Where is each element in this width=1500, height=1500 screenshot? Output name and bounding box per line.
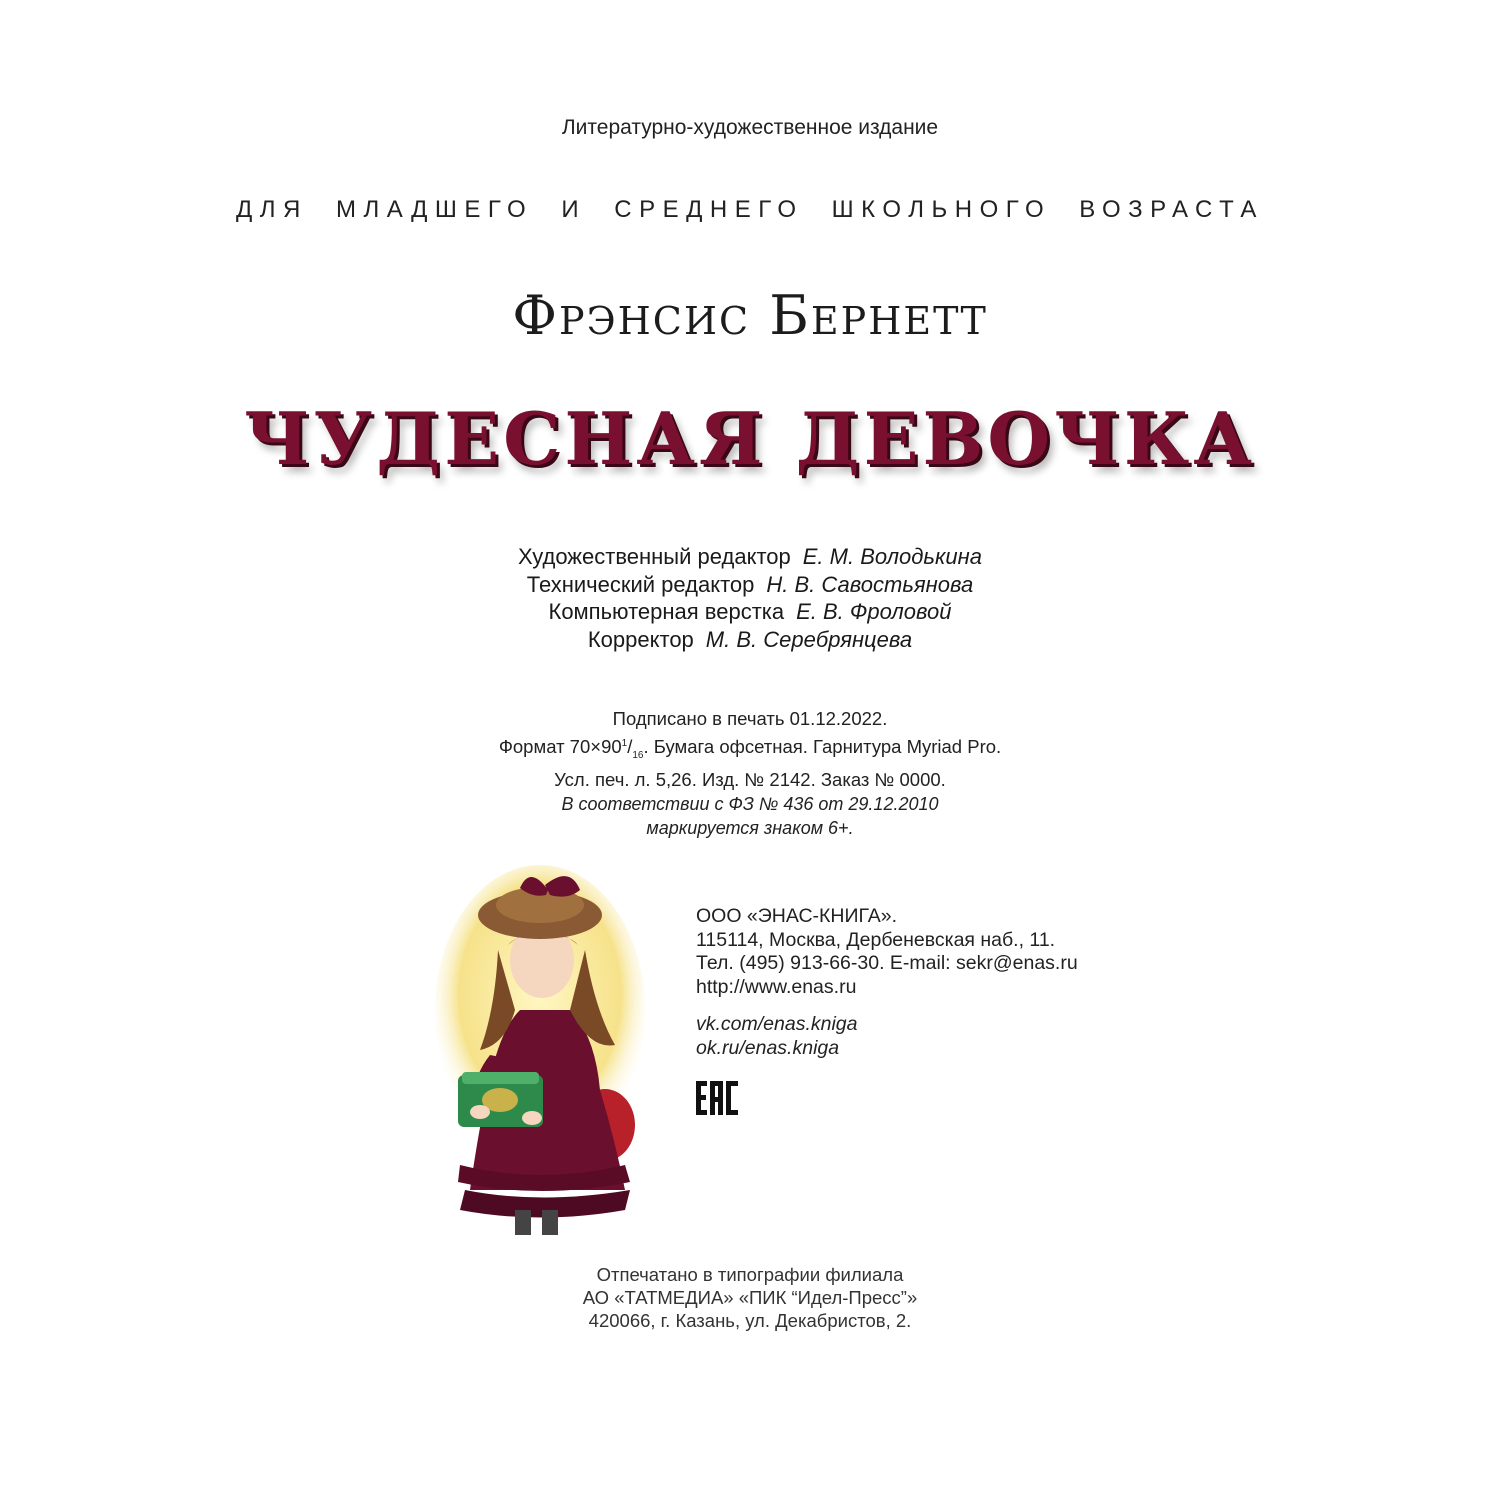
sheets-line: Усл. печ. л. 5,26. Изд. № 2142. Заказ № 0000. xyxy=(554,768,946,790)
spacer xyxy=(696,999,1216,1013)
credit-tech-editor xyxy=(0,571,1500,599)
format-denominator: 16 xyxy=(632,749,644,761)
printer-line-2: АО «ТАТМЕДИА» «ПИК “Идел-Пресс”» xyxy=(582,1287,918,1308)
publisher-contacts: Тел. (495) 913-66-30. E-mail: sekr@enas.ru xyxy=(696,952,1078,974)
credit-person: Н. В. Савостьянова xyxy=(766,571,974,597)
publisher-block xyxy=(696,905,1216,1060)
publisher-name: ООО «ЭНАС-КНИГА». xyxy=(696,905,897,927)
law-line-1: В соответствии с ФЗ № 436 от 29.12.2010 xyxy=(561,794,939,814)
printer-info xyxy=(0,1263,1500,1332)
credit-role: Корректор xyxy=(587,626,694,652)
eac-mark-icon xyxy=(695,1080,739,1116)
format-rest: . Бумага офсетная. Гарнитура Myriad Pro. xyxy=(643,735,1002,757)
credit-role: Художественный редактор xyxy=(518,544,791,569)
publisher-address: 115114, Москва, Дербеневская наб., 11. xyxy=(696,928,1056,951)
credits-block xyxy=(0,543,1500,653)
author-name: Фрэнсис Бернетт xyxy=(512,284,988,347)
printer-line-1: Отпечатано в типографии филиала xyxy=(596,1264,904,1285)
law-notice xyxy=(0,792,1500,840)
credit-person: Е. М. Володькина xyxy=(802,544,982,569)
print-info-block xyxy=(0,707,1500,792)
format-numerator: 1 xyxy=(621,737,628,749)
publisher-vk-link[interactable]: vk.com/enas.kniga xyxy=(696,1013,858,1035)
format-line: Формат $70\times 90^1/_{16}$. Бумага офсетная. Гарнитура Myriad Pro. xyxy=(498,735,1002,761)
credit-layout xyxy=(0,598,1500,626)
edition-type: Литературно-художественное издание xyxy=(561,116,939,139)
credit-person: М. В. Серебрянцева xyxy=(705,626,913,652)
credit-role: Технический редактор xyxy=(526,571,755,597)
credit-role: Компьютерная верстка xyxy=(548,599,785,624)
printer-line-3: 420066, г. Казань, ул. Декабристов, 2. xyxy=(588,1310,912,1331)
age-group: ДЛЯ МЛАДШЕГО И СРЕДНЕГО ШКОЛЬНОГО ВОЗРАСТА xyxy=(236,196,1264,223)
book-title: ЧУДЕСНАЯ ДЕВОЧКА xyxy=(244,396,1256,481)
law-line-2: маркируется знаком 6+. xyxy=(646,818,854,838)
signed-date: Подписано в печать 01.12.2022. xyxy=(612,708,888,729)
format-prefix: Формат 70×90 xyxy=(498,735,622,757)
credit-person: Е. В. Фроловой xyxy=(796,599,952,624)
publisher-ok-link[interactable]: ok.ru/enas.kniga xyxy=(696,1036,840,1059)
credit-art-editor xyxy=(0,543,1500,571)
publisher-website[interactable]: http://www.enas.ru xyxy=(696,975,857,998)
girl-with-box-illustration xyxy=(420,860,660,1240)
credit-proofreader xyxy=(0,626,1500,654)
